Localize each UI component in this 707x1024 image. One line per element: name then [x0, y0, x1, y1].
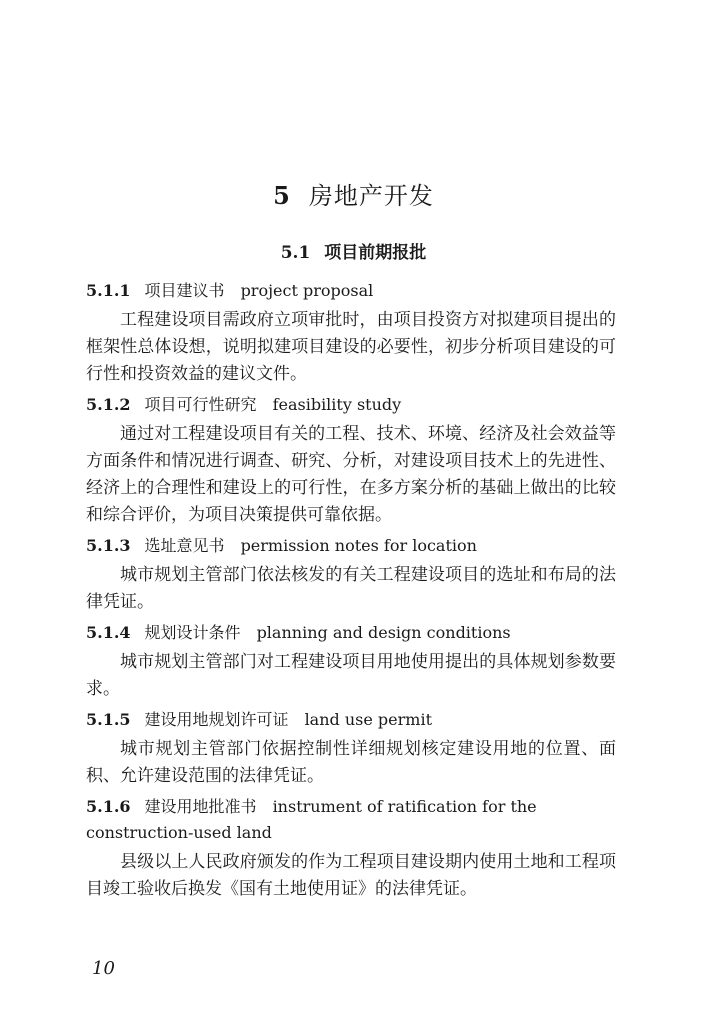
entry-number: 5.1.1: [86, 281, 131, 300]
entry-number: 5.1.4: [86, 623, 131, 642]
entry-term-cn: 建设用地批准书: [144, 797, 257, 816]
entry-term-cn: 规划设计条件: [144, 623, 241, 642]
glossary-entry: [86, 707, 616, 790]
entry-term-en: feasibility study: [272, 395, 402, 414]
entry-definition: 工程建设项目需政府立项审批时，由项目投资方对拟建项目提出的框架性总体设想，说明拟建项目建设的必要性，初步分析项目建设的可行性和投资效益的建议文件。: [86, 310, 616, 384]
entry-term-line: [86, 794, 616, 846]
entry-term-cn: 项目建议书: [144, 281, 225, 300]
entry-definition: 城市规划主管部门依法核发的有关工程建设项目的选址和布局的法律凭证。: [86, 565, 616, 612]
glossary-entry: [86, 278, 616, 388]
entry-number: 5.1.2: [86, 395, 131, 414]
entry-number: 5.1.3: [86, 536, 131, 555]
glossary-entry: [86, 620, 616, 703]
entry-term-cn: 项目可行性研究: [144, 395, 257, 414]
entry-term-en: instrument of ratification for the construction-used land: [86, 797, 537, 842]
chapter-number: 5: [273, 181, 291, 210]
entry-term-line: [86, 278, 616, 304]
glossary-entry: [86, 794, 616, 903]
glossary-entry: [86, 533, 616, 616]
section-title: 项目前期报批: [324, 243, 427, 263]
entry-definition: 城市规划主管部门对工程建设项目用地使用提出的具体规划参数要求。: [86, 652, 616, 699]
glossary-entry: [86, 392, 616, 529]
entry-term-cn: 选址意见书: [144, 536, 225, 555]
entry-term-line: [86, 533, 616, 559]
chapter-heading: [0, 176, 707, 211]
chapter-title: 房地产开发: [308, 182, 434, 210]
entry-term-en: planning and design conditions: [256, 623, 511, 642]
entry-term-en: land use permit: [304, 710, 432, 729]
glossary-body: [86, 278, 616, 907]
entry-term-line: [86, 392, 616, 418]
entry-term-en: project proposal: [240, 281, 374, 300]
entry-term-cn: 建设用地规划许可证: [144, 710, 289, 729]
section-number: 5.1: [280, 243, 311, 263]
entry-number: 5.1.6: [86, 797, 131, 816]
entry-term-line: [86, 620, 616, 646]
entry-definition: 城市规划主管部门依据控制性详细规划核定建设用地的位置、面积、允许建设范围的法律凭证。: [86, 739, 616, 786]
entry-definition: 县级以上人民政府颁发的作为工程项目建设期内使用土地和工程项目竣工验收后换发《国有土地使用证》的法律凭证。: [86, 852, 616, 899]
entry-number: 5.1.5: [86, 710, 131, 729]
page-number: 10: [92, 958, 115, 979]
entry-term-line: [86, 707, 616, 733]
section-heading: [0, 238, 707, 263]
entry-term-en: permission notes for location: [240, 536, 477, 555]
entry-definition: 通过对工程建设项目有关的工程、技术、环境、经济及社会效益等方面条件和情况进行调查、研究、分析，对建设项目技术上的先进性、经济上的合理性和建设上的可行性，在多方案分析的基础上做出的比较和综合评价，为项目决策提供可靠依据。: [86, 424, 616, 525]
